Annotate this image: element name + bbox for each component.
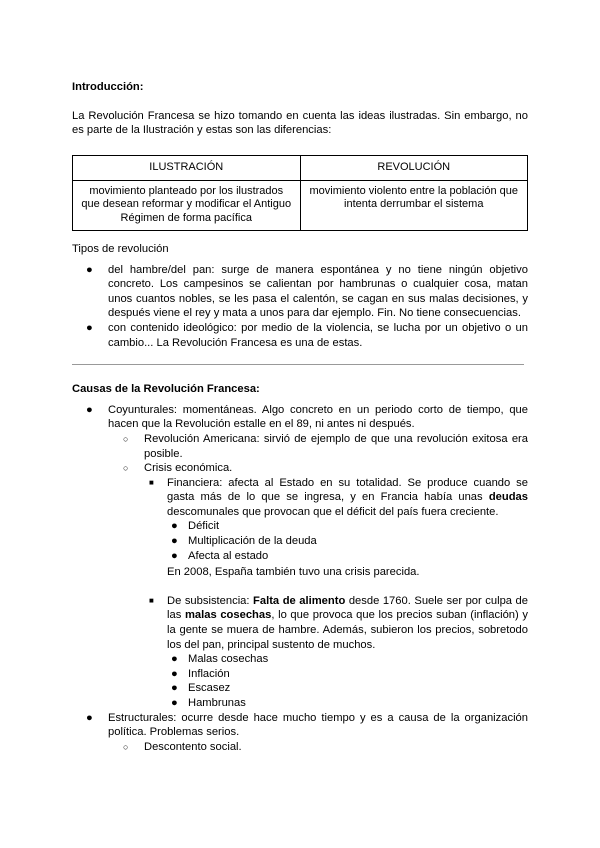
cell-revolucion: movimiento violento entre la población que intenta derrumbar el sistema — [300, 180, 528, 230]
table-row — [73, 180, 528, 230]
list-item: ● Malas cosechas — [171, 653, 269, 666]
bullet-icon: ● — [86, 321, 93, 334]
financiera-sublist — [167, 519, 528, 563]
crisis-text: Crisis económica. — [144, 462, 233, 475]
tipos-heading: Tipos de revolución — [72, 242, 169, 255]
square-bullet-icon: ■ — [149, 595, 154, 605]
coyunturales-text: Coyunturales: momentáneas. Algo concreto en un periodo corto de tiempo, que hacen que la Revolución estalle en el 89, ni antes ni después. — [108, 403, 528, 431]
bullet-icon: ● — [171, 520, 178, 533]
estructurales-text: Estructurales: ocurre desde hace mucho tiempo y es a causa de la organización política. Problemas serios. — [108, 711, 528, 739]
causas-heading: Causas de la Revolución Francesa: — [72, 383, 260, 396]
estructurales-sublist — [108, 740, 528, 755]
circle-bullet-icon: ○ — [123, 463, 129, 474]
bullet-icon: ● — [86, 711, 93, 724]
financiera-note: En 2008, España también tuvo una crisis parecida. — [167, 566, 420, 579]
header-ilustracion: ILUSTRACIÓN — [73, 155, 301, 180]
bullet-icon: ● — [86, 263, 93, 276]
list-item: ● Afecta al estado — [171, 549, 269, 562]
list-item-americana: ○ Revolución Americana: sirvió de ejemplo de que una revolución exitosa era posible. — [123, 432, 528, 460]
bullet-icon: ● — [171, 549, 178, 562]
list-item: ● del hambre/del pan: surge de manera espontánea y no tiene ningún objetivo concreto. Los campesinos se calientan por hambrunas o cualquier cosa, matan unos cuantos nobles, se les pasa el calentón, se cagan en sus malas decisiones, y después viene el rey y mata a unos para dar ejemplo. Fin. No tiene consecuencias. — [86, 263, 528, 320]
subsistencia-text: De subsistencia: Falta de alimento desde 1760. Suele ser por culpa de las malas cosechas, lo que provoca que los precios suban (inflación) y la gente se muera de hambre. Además, subieron los precios, sobretodo los del pan, principal sustento de muchos. — [167, 594, 528, 651]
tipos-list — [72, 263, 528, 351]
table-header-row — [73, 155, 528, 180]
bullet-icon: ● — [171, 682, 178, 695]
bullet-icon: ● — [171, 535, 178, 548]
bullet-icon: ● — [171, 653, 178, 666]
list-item: ● Déficit — [171, 520, 220, 533]
intro-heading: Introducción: — [72, 81, 144, 93]
square-bullet-icon: ■ — [149, 477, 154, 487]
list-item-coyunturales — [72, 403, 528, 711]
list-item: ● Hambrunas — [171, 697, 246, 709]
intro-paragraph: La Revolución Francesa se hizo tomando en cuenta las ideas ilustradas. Sin embargo, no es parte de la Ilustración y estas son las diferencias: — [72, 109, 528, 137]
subsistencia-sublist — [167, 652, 528, 710]
list-item: ● Escasez — [171, 682, 231, 695]
coyunturales-sublist — [108, 432, 528, 711]
list-item-subsistencia — [144, 594, 528, 711]
causas-list — [72, 403, 528, 755]
header-revolucion: REVOLUCIÓN — [300, 155, 528, 180]
list-item: ● con contenido ideológico: por medio de la violencia, se lucha por un objetivo o un cambio... La Revolución Francesa es una de estas. — [86, 321, 528, 349]
section-divider — [72, 364, 524, 365]
list-item-estructurales — [72, 711, 528, 755]
financiera-text: Financiera: afecta al Estado en su totalidad. Se produce cuando se gasta más de lo que se ingresa, y en Francia había unas deudas descomunales que provocan que el déficit del país fuera creciente. — [167, 476, 528, 518]
cell-ilustracion: movimiento planteado por los ilustrados que desean reformar y modificar el Antiguo Régimen de forma pacífica — [73, 180, 301, 230]
document-page — [72, 80, 528, 754]
bullet-icon: ● — [86, 403, 93, 416]
bullet-icon: ● — [171, 667, 178, 680]
list-item-crisis — [108, 461, 528, 711]
list-item-descontento: ○ Descontento social. — [123, 740, 242, 753]
circle-bullet-icon: ○ — [123, 433, 129, 444]
list-item: ● Multiplicación de la deuda — [171, 535, 317, 548]
list-item-financiera — [144, 476, 528, 594]
bullet-icon: ● — [171, 697, 178, 709]
crisis-sublist — [144, 476, 528, 711]
circle-bullet-icon: ○ — [123, 741, 129, 752]
comparison-table — [72, 155, 528, 231]
list-item: ● Inflación — [171, 667, 230, 680]
